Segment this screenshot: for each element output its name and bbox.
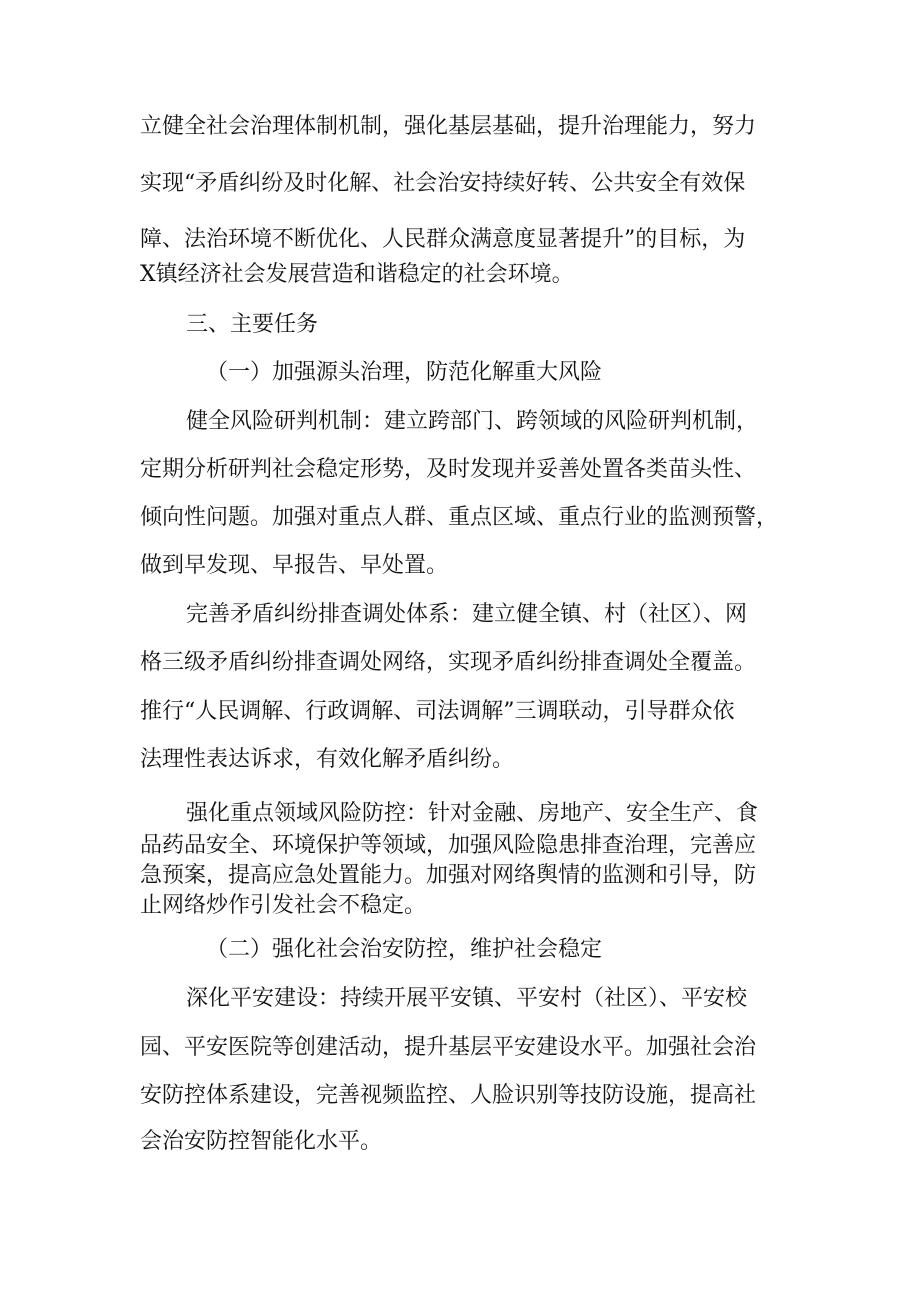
risk-assessment-line-2: 定期分析研判社会稳定形势，及时发现并妥善处置各类苗头性、 (140, 457, 757, 482)
peace-building-line-2: 园、平安医院等创建活动，提升基层平安建设水平。加强社会治 (140, 1035, 757, 1060)
dispute-mediation-line-2: 格三级矛盾纠纷排查调处网络，实现矛盾纠纷排查调处全覆盖。 (140, 650, 757, 675)
risk-assessment-line-1: 健全风险研判机制：建立跨部门、跨领域的风险研判机制， (186, 409, 759, 434)
peace-building-line-3: 安防控体系建设，完善视频监控、人脸识别等技防设施，提高社 (140, 1083, 757, 1108)
intro-line-2: 实现“矛盾纠纷及时化解、社会治安持续好转、公共安全有效保 (140, 171, 746, 196)
key-risk-control-line-1: 强化重点领域风险防控：针对金融、房地产、安全生产、食 (186, 801, 759, 826)
peace-building-line-1: 深化平安建设：持续开展平安镇、平安村（社区）、平安校 (186, 986, 748, 1011)
dispute-mediation-line-1: 完善矛盾纠纷排查调处体系：建立健全镇、村（社区）、网 (186, 602, 748, 627)
risk-assessment-line-3: 倾向性问题。加强对重点人群、重点区域、重点行业的监测预警， (140, 505, 779, 530)
dispute-mediation-line-4: 法理性表达诉求，有效化解矛盾纠纷。 (140, 747, 515, 772)
intro-line-3: 障、法治环境不断优化、人民群众满意度显著提升”的目标，为 (140, 227, 746, 252)
risk-assessment-line-4: 做到早发现、早报告、早处置。 (140, 553, 449, 578)
key-risk-control-line-4: 止网络炒作引发社会不稳定。 (140, 893, 427, 918)
key-risk-control-line-3: 急预案，提高应急处置能力。加强对网络舆情的监测和引导，防 (140, 863, 757, 888)
subsection-two-heading: （二）强化社会治安防控，维护社会稳定 (206, 937, 603, 962)
subsection-one-heading: （一）加强源头治理，防范化解重大风险 (206, 360, 603, 385)
intro-line-1: 立健全社会治理体制机制，强化基层基础，提升治理能力，努力 (140, 114, 757, 139)
section-three-heading: 三、主要任务 (186, 312, 319, 337)
key-risk-control-line-2: 品药品安全、环境保护等领域，加强风险隐患排查治理，完善应 (140, 833, 757, 858)
dispute-mediation-line-3: 推行“人民调解、行政调解、司法调解”三调联动，引导群众依 (140, 699, 735, 724)
peace-building-line-4: 会治安防控智能化水平。 (140, 1129, 383, 1154)
intro-line-4: X镇经济社会发展营造和谐稳定的社会环境。 (140, 262, 574, 287)
